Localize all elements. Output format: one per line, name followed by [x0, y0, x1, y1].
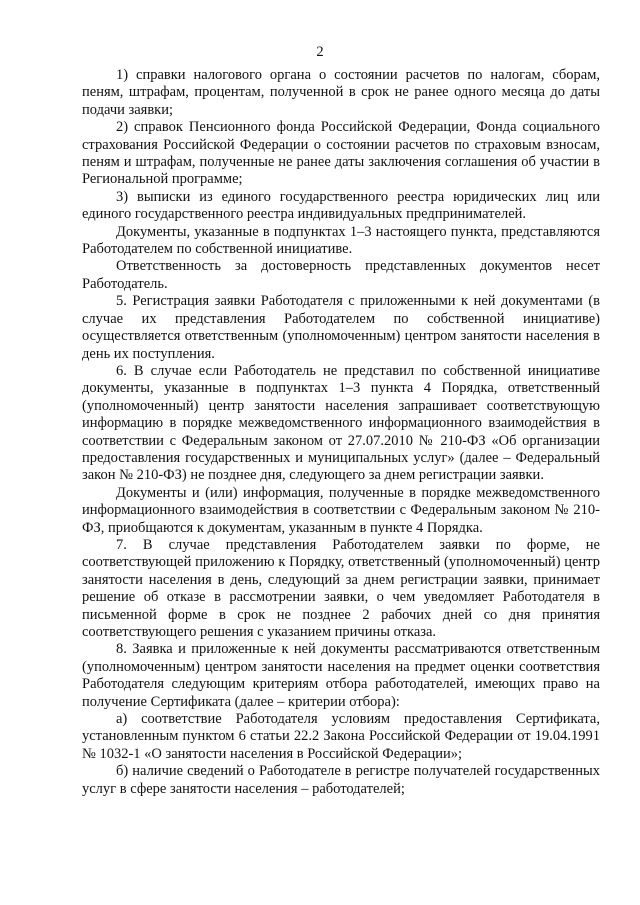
paragraph-item-8: 8. Заявка и приложенные к ней документы рассматриваются ответственным (уполномоченным) центром занятости населения на предмет оценки соответствия Работодателя следующим критериям отбора работодателей, имеющих право на получение Сертификата (далее – критерии отбора):	[82, 641, 600, 710]
page-number: 2	[316, 44, 324, 60]
paragraph-item-6: 6. В случае если Работодатель не представил по собственной инициативе документы, указанные в подпунктах 1–3 пункта 4 Порядка, ответственный (уполномоченный) центр занятости населения запрашивает соответствующую информацию в порядке межведомственного информационного взаимодействия в соответствии с Федеральным законом от 27.07.2010 № 210-ФЗ «Об организации предоставления государственных и муниципальных услуг» (далее – Федеральный закон № 210-ФЗ) не позднее дня, следующего за днем регистрации заявки.	[82, 362, 600, 484]
paragraph-documents-own-initiative: Документы, указанные в подпунктах 1–3 настоящего пункта, представляются Работодателем по собственной инициативе.	[82, 223, 600, 258]
paragraph-criterion-a: а) соответствие Работодателя условиям предоставления Сертификата, установленным пунктом 6 статьи 22.2 Закона Российской Федерации от 19.04.1991 № 1032-1 «О занятости населения в Российской Федерации»;	[82, 711, 600, 762]
paragraph-item-5: 5. Регистрация заявки Работодателя с приложенными к ней документами (в случае их представления Работодателем по собственной инициативе) осуществляется ответственным (уполномоченным) центром занятости населения в день их поступления.	[82, 293, 600, 362]
paragraph-interagency-documents: Документы и (или) информация, полученные в порядке межведомственного информационного взаимодействия в соответствии с Федеральным законом № 210-ФЗ, приобщаются к документам, указанным в пункте 4 Порядка.	[82, 484, 600, 536]
paragraph-pension-fund-certificates: 2) справок Пенсионного фонда Российской Федерации, Фонда социального страхования Российской Федерации о состоянии расчетов по страховым взносам, пеням и штрафам, полученные не ранее даты заключения соглашения об участии в Региональной программе;	[82, 119, 600, 188]
paragraph-criterion-b: б) наличие сведений о Работодателе в регистре получателей государственных услуг в сфере занятости населения – работодателей;	[82, 763, 600, 797]
document-body	[82, 67, 600, 798]
paragraph-responsibility: Ответственность за достоверность представленных документов несет Работодатель.	[82, 258, 600, 292]
paragraph-tax-certificate: 1) справки налогового органа о состоянии расчетов по налогам, сборам, пеням, штрафам, процентам, полученной в срок не ранее одного месяца до даты подачи заявки;	[82, 67, 600, 118]
paragraph-item-7: 7. В случае представления Работодателем заявки по форме, не соответствующей приложению к Порядку, ответственный (уполномоченный) центр занятости населения в день, следующий за днем регистрации заявки, принимает решение об отказе в рассмотрении заявки, о чем уведомляет Работодателя в письменной форме в срок не позднее 2 рабочих дней со дня принятия соответствующего решения с указанием причины отказа.	[82, 536, 600, 640]
paragraph-registry-extracts: 3) выписки из единого государственного реестра юридических лиц или единого государственного реестра индивидуальных предпринимателей.	[82, 188, 600, 223]
